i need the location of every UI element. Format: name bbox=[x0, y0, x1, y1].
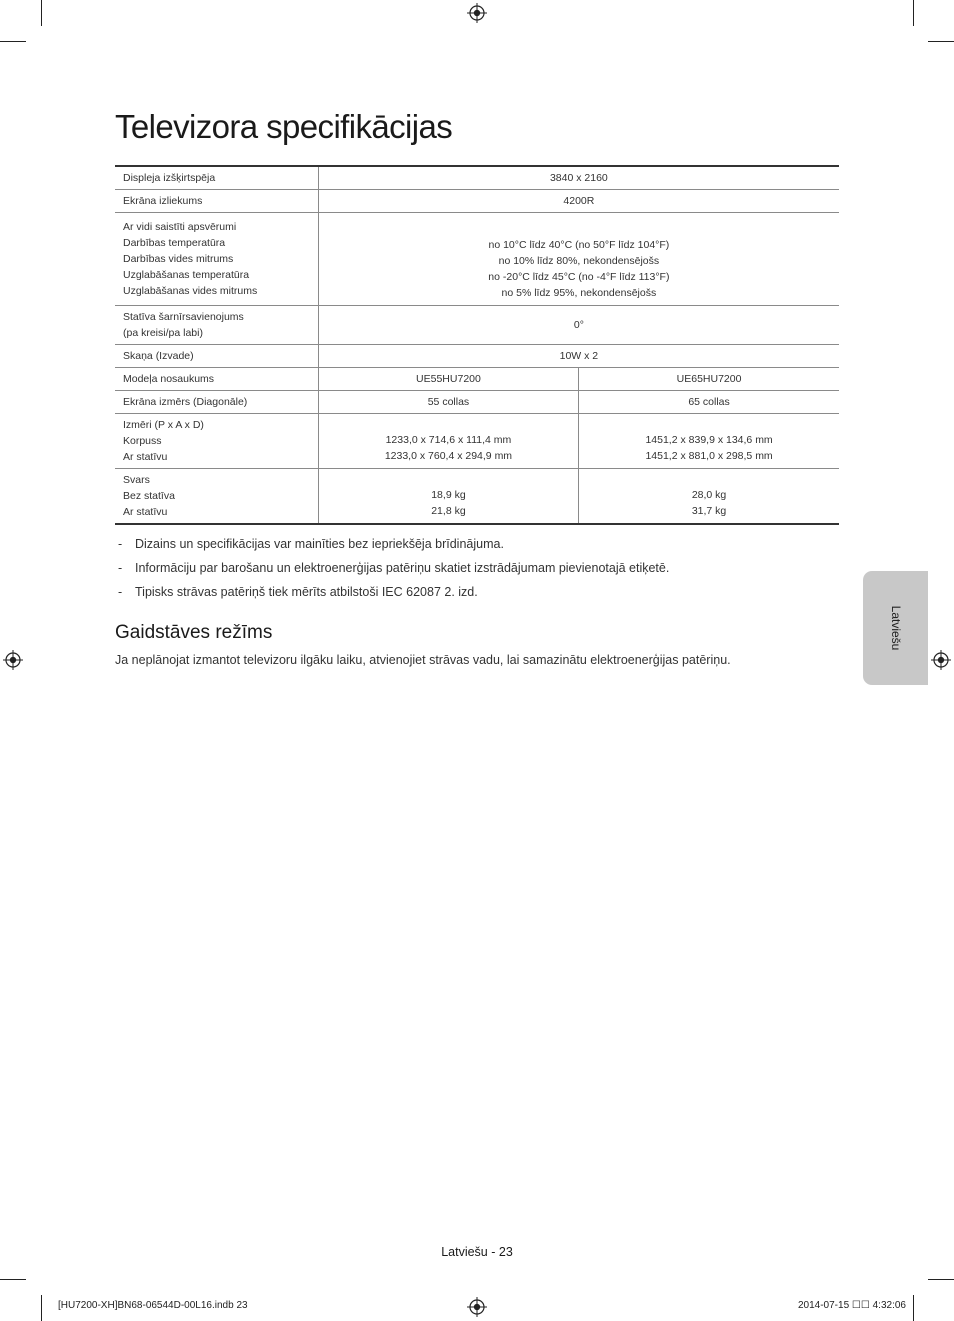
crop-mark bbox=[913, 0, 914, 26]
notes-list bbox=[118, 536, 669, 608]
spec-value: 3840 x 2160 bbox=[318, 166, 839, 190]
model-65-value: 28,0 kg 31,7 kg bbox=[691, 489, 727, 517]
registration-mark-icon bbox=[3, 650, 23, 670]
crop-mark bbox=[0, 1279, 26, 1280]
model-55-value: 18,9 kg 21,8 kg bbox=[318, 469, 578, 525]
registration-mark-icon bbox=[467, 3, 487, 23]
side-tab-label: Latviešu bbox=[888, 605, 903, 651]
section-paragraph: Ja neplānojat izmantot televizoru ilgāku laiku, atvienojiet strāvas vadu, lai samazinātu elektroenerģijas patēriņu. bbox=[115, 653, 731, 667]
spec-label: Ar vidi saistīti apsvērumi Darbības temperatūra Darbības vides mitrums Uzglabāšanas temperatūra Uzglabāšanas vides mitrums bbox=[115, 213, 318, 306]
spec-label: Statīva šarnīrsavienojums (pa kreisi/pa labi) bbox=[115, 306, 318, 345]
registration-mark-icon bbox=[467, 1297, 487, 1317]
spec-label: Svars Bez statīva Ar statīvu bbox=[115, 469, 318, 525]
spec-label: Displeja izšķirtspēja bbox=[115, 166, 318, 190]
crop-mark bbox=[913, 1295, 914, 1321]
spec-value: 4200R bbox=[318, 190, 839, 213]
model-55-value: UE55HU7200 bbox=[318, 368, 578, 391]
spec-label: Izmēri (P x A x D) Korpuss Ar statīvu bbox=[115, 414, 318, 469]
table-row bbox=[115, 414, 839, 469]
model-65-value: 65 collas bbox=[579, 391, 839, 414]
footer-timestamp: 2014-07-15 ☐☐ 4:32:06 bbox=[797, 1300, 906, 1311]
spec-label: Modeļa nosaukums bbox=[115, 368, 318, 391]
spec-value: 0° bbox=[318, 306, 839, 345]
model-55-value: 1233,0 x 714,6 x 111,4 mm 1233,0 x 760,4 x 294,9 mm bbox=[318, 414, 578, 469]
table-row bbox=[115, 306, 839, 345]
crop-mark bbox=[41, 0, 42, 26]
crop-mark bbox=[928, 41, 954, 42]
model-55-value: 55 collas bbox=[318, 391, 578, 414]
table-row bbox=[115, 345, 839, 368]
list-item: - Informāciju par barošanu un elektroenerģijas patēriņu skatiet izstrādājumam pievienotajā etiķetē. bbox=[118, 561, 670, 575]
table-row bbox=[115, 190, 839, 213]
list-item: - Dizains un specifikācijas var mainīties bez iepriekšēja brīdinājuma. bbox=[118, 537, 504, 551]
table-row bbox=[115, 391, 839, 414]
table-row bbox=[115, 213, 839, 306]
spec-label: Skaņa (Izvade) bbox=[115, 345, 318, 368]
table-row bbox=[115, 166, 839, 190]
crop-mark bbox=[41, 1295, 42, 1321]
table-row bbox=[115, 469, 839, 525]
spec-table bbox=[115, 165, 839, 525]
model-65-value: 1451,2 x 839,9 x 134,6 mm 1451,2 x 881,0 x 298,5 mm bbox=[579, 414, 839, 469]
language-side-tab bbox=[863, 571, 928, 685]
spec-label: Ekrāna izliekums bbox=[115, 190, 318, 213]
footer-file-info: [HU7200-XH]BN68-06544D-00L16.indb 23 bbox=[58, 1300, 248, 1311]
page-number: Latviešu - 23 bbox=[441, 1245, 513, 1259]
list-item: - Tipisks strāvas patēriņš tiek mērīts atbilstoši IEC 62087 2. izd. bbox=[118, 585, 478, 599]
spec-value: no 10°C līdz 40°C (no 50°F līdz 104°F) no 10% līdz 80%, nekondensējošs no -20°C līdz 45°C (no -4°F līdz 113°F) no 5% līdz 95%, nekondensējošs bbox=[318, 213, 839, 306]
page-title: Televizora specifikācijas bbox=[115, 108, 453, 145]
model-65-value: UE65HU7200 bbox=[579, 368, 839, 391]
registration-mark-icon bbox=[931, 650, 951, 670]
crop-mark bbox=[928, 1279, 954, 1280]
spec-label: Ekrāna izmērs (Diagonāle) bbox=[115, 391, 318, 414]
section-heading: Gaidstāves režīms bbox=[115, 622, 273, 643]
crop-mark bbox=[0, 41, 26, 42]
spec-value: 10W x 2 bbox=[318, 345, 839, 368]
table-row bbox=[115, 368, 839, 391]
